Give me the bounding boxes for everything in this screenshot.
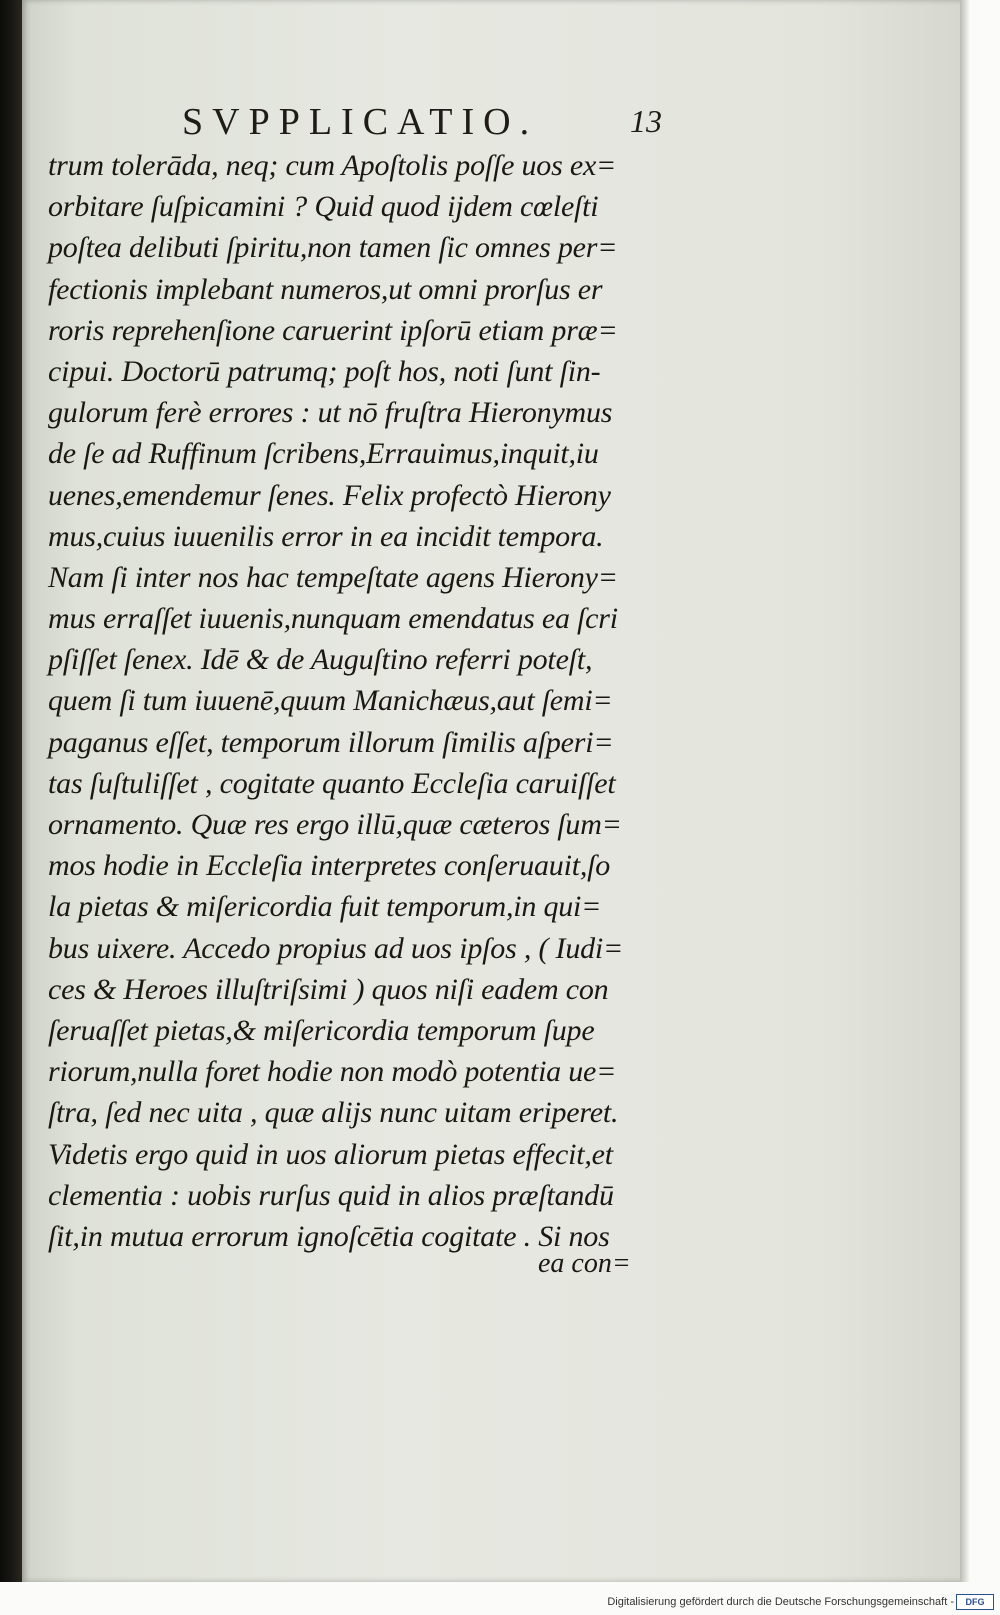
text-line: bus uixere. Accedo propius ad uos ipſos , ( Iudi=	[48, 931, 624, 965]
text-line: ſeruaſſet pietas,& miſericordia temporum ſupe	[48, 1013, 595, 1047]
text-line: orbitare ſuſpicamini ? Quid quod ijdem cœleſti	[48, 190, 599, 224]
text-line: riorum,nulla foret hodie non modò potentia ue=	[48, 1055, 617, 1089]
text-line: clementia : uobis rurſus quid in alios præſtandū	[48, 1178, 614, 1212]
text-line: paganus eſſet, temporum illorum ſimilis aſperi=	[48, 725, 614, 759]
text-line: ornamento. Quæ res ergo illū,quæ cæteros ſum=	[48, 808, 622, 841]
text-line: ces & Heroes illuſtriſsimi ) quos niſi eadem con	[48, 972, 609, 1006]
page-number: 13	[630, 103, 662, 139]
text-line: pſiſſet ſenex. Idē & de Auguſtino referri poteſt,	[48, 643, 593, 677]
text-line: cipui. Doctorū patrumq; poſt hos, noti ſunt ſin-	[48, 354, 601, 388]
text-line: Videtis ergo quid in uos aliorum pietas effecit,et	[48, 1137, 613, 1171]
text-line: mus,cuius iuuenilis error in ea incidit tempora.	[48, 519, 604, 553]
page-edge-shadow	[960, 0, 970, 1582]
footer-band	[0, 1582, 1000, 1615]
text-line: trum tolerāda, neq; cum Apoſtolis poſſe uos ex=	[48, 149, 617, 182]
running-head: SVPPLICATIO.	[182, 101, 539, 143]
text-line: ſtra, ſed nec uita , quæ alijs nunc uitam eriperet.	[48, 1096, 619, 1130]
text-line: la pietas & miſericordia fuit temporum,in qui=	[48, 890, 602, 924]
text-line: fectionis implebant numeros,ut omni prorſus er	[48, 272, 603, 306]
text-line: tas ſuſtuliſſet , cogitate quanto Eccleſia caruiſſet	[48, 766, 616, 800]
text-line: gulorum ferè errores : ut nō fruſtra Hieronymus	[48, 396, 613, 430]
text-line: quem ſi tum iuuenē,quum Manichæus,aut ſemi=	[48, 684, 613, 718]
text-line: uenes,emendemur ſenes. Felix profectò Hierony	[48, 478, 611, 512]
text-line: mos hodie in Eccleſia interpretes conſeruauit,ſo	[48, 849, 611, 883]
dfg-logo: DFG	[956, 1594, 994, 1610]
funding-credit: Digitalisierung gefördert durch die Deutsche Forschungsgemeinschaft -	[607, 1596, 954, 1608]
text-line: poſtea delibuti ſpiritu,non tamen ſic omnes per=	[48, 231, 618, 265]
catchword: ea con=	[538, 1248, 631, 1279]
binding-edge	[0, 0, 22, 1615]
text-line: Nam ſi inter nos hac tempeſtate agens Hierony=	[48, 560, 618, 594]
text-line: ſit,in mutua errorum ignoſcētia cogitate . Si nos	[48, 1219, 610, 1253]
text-block	[48, 145, 668, 1257]
text-line: mus erraſſet iuuenis,nunquam emendatus ea ſcri	[48, 602, 618, 636]
text-line: roris reprehenſione caruerint ipſorū etiam præ=	[48, 313, 618, 347]
text-line: de ſe ad Ruffinum ſcribens,Errauimus,inquit,iu	[48, 437, 599, 471]
